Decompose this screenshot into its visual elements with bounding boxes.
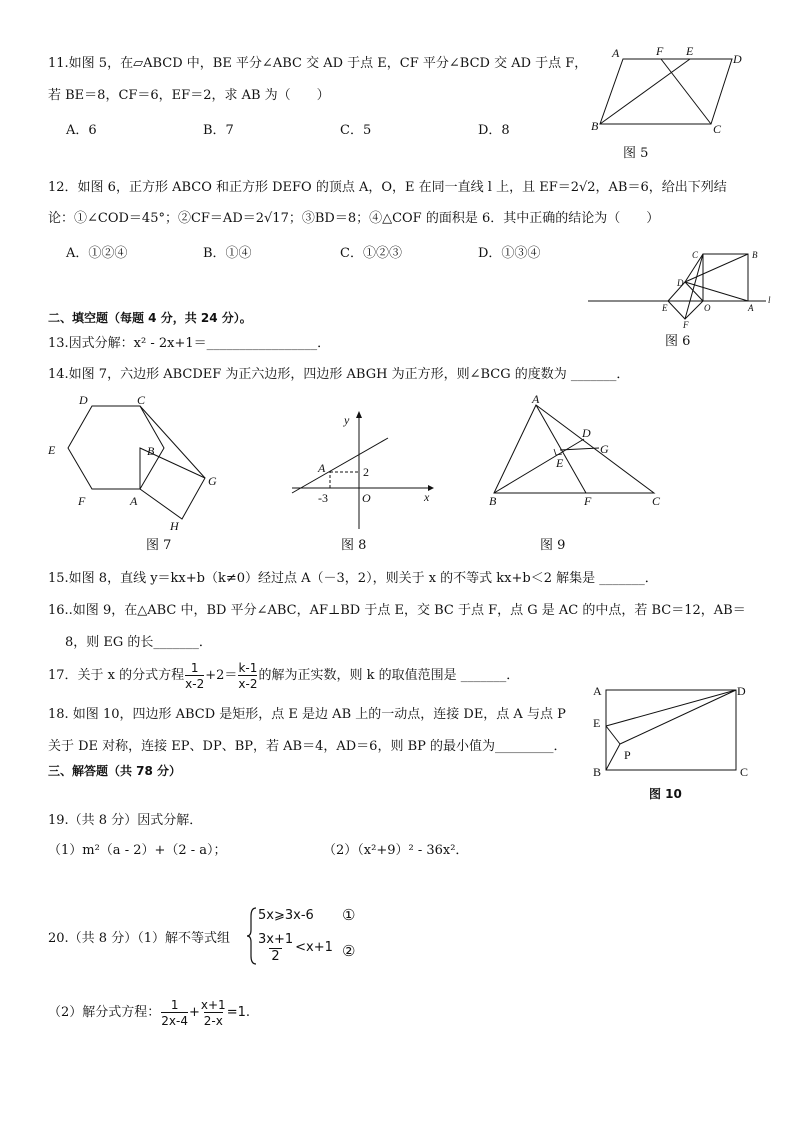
q11-option-b: B．7	[203, 123, 234, 138]
fig9-label-d: D	[582, 426, 591, 440]
fig5-label-a: A	[612, 46, 620, 60]
q20-frac2-num: x+1	[200, 997, 226, 1012]
q17-prefix: 17．关于 x 的分式方程	[48, 668, 185, 684]
q17-middle: +2＝	[205, 668, 238, 684]
q19-part1: （1）m²（a - 2）+（2 - a）；	[48, 843, 227, 858]
fig7-label-f: F	[78, 494, 86, 508]
figure-10	[588, 680, 748, 780]
q20-frac1	[161, 998, 188, 1029]
fig6-label-d: D	[677, 278, 684, 288]
fig8-label-o: O	[362, 491, 371, 505]
figure-5	[590, 45, 750, 145]
fig7-label-g: G	[208, 474, 217, 488]
fig8-caption: 图 8	[341, 538, 367, 553]
fig5-caption: 图 5	[623, 146, 649, 161]
q11-option-d: D．8	[478, 123, 510, 138]
fig8-label-x: x	[424, 490, 430, 504]
fig8-label-a: A	[318, 461, 326, 475]
fig8-label-neg3: -3	[318, 491, 328, 505]
fig6-label-o: O	[704, 303, 711, 313]
fig6-label-c: C	[692, 250, 699, 260]
fig7-label-e: E	[48, 443, 56, 457]
section-3-heading: 三、解答题（共 78 分）	[48, 764, 182, 778]
section-2-heading: 二、填空题（每题 4 分，共 24 分）。	[48, 311, 252, 325]
q17	[48, 659, 519, 693]
q12-option-c: C．①②③	[340, 246, 402, 261]
fig9-label-b: B	[489, 494, 497, 508]
fig9-label-a: A	[532, 392, 540, 406]
fig7-label-a: A	[130, 494, 138, 508]
fig7-caption: 图 7	[146, 538, 172, 553]
fig6-label-e: E	[662, 303, 668, 313]
q17-frac2-num: k-1	[238, 660, 258, 675]
q20-frac1-den: 2x-4	[161, 1014, 188, 1028]
q13: 13.因式分解：x² - 2x+1＝_________________．	[48, 336, 331, 351]
fig7-label-c: C	[137, 393, 146, 407]
fig6-label-b: B	[752, 250, 758, 260]
q18-line1: 18. 如图 10，四边形 ABCD 是矩形，点 E 是边 AB 上的一动点，连接 DE，点 A 与点 P	[48, 707, 566, 722]
q20-frac2-den: 2-x	[203, 1014, 223, 1028]
fig5-label-c: C	[713, 122, 722, 136]
q20-inequality-system	[246, 906, 376, 966]
figure-6	[588, 248, 778, 333]
q15: 15.如图 8，直线 y＝kx+b（k≠0）经过点 A（－3，2），则关于 x 的不等式 kx+b＜2 解集是 _______．	[48, 571, 658, 586]
q20-ineq2-frac	[258, 932, 293, 964]
q20-ineq2	[258, 932, 333, 964]
fig10-label-p: P	[624, 748, 631, 762]
q11-line1: 11.如图 5，在▱ABCD 中，BE 平分∠ABC 交 AD 于点 E，CF 平分∠BCD 交 AD 于点 F，	[48, 56, 588, 71]
fig9-caption: 图 9	[540, 538, 566, 553]
fig7-label-d: D	[79, 393, 88, 407]
q20-part2	[48, 995, 250, 1031]
q12-option-d: D．①③④	[478, 246, 541, 261]
fig6-label-l: l	[768, 295, 771, 305]
q17-frac2	[238, 661, 257, 692]
q20-ineq1: 5x⩾3x-6	[258, 908, 314, 923]
q17-frac2-den: x-2	[238, 677, 258, 691]
fig5-label-f: F	[656, 44, 664, 58]
fig6-label-f: F	[683, 320, 689, 330]
q20-ineq2-mark: ②	[342, 942, 356, 960]
figure-9	[484, 392, 674, 515]
q11-option-a: A．6	[66, 123, 97, 138]
fig6-caption: 图 6	[665, 334, 691, 349]
fig10-label-c: C	[740, 765, 749, 779]
q20-part2-prefix: （2）解分式方程：	[48, 1005, 161, 1021]
fig7-label-b: B	[147, 444, 155, 458]
q20-title: 20.（共 8 分）（1）解不等式组	[48, 931, 230, 946]
fig8-label-y: y	[344, 413, 350, 427]
figure-8	[288, 404, 448, 534]
q12-option-b: B．①④	[203, 246, 252, 261]
fig9-label-e: E	[556, 456, 564, 470]
fig6-label-a: A	[748, 303, 754, 313]
q16-line1: 16..如图 9，在△ABC 中，BD 平分∠ABC，AF⊥BD 于点 E，交 BC 于点 F，点 G 是 AC 的中点，若 BC＝12，AB＝	[48, 603, 746, 618]
fig10-label-d: D	[737, 684, 746, 698]
fig9-label-c: C	[652, 494, 661, 508]
fig9-label-f: F	[584, 494, 592, 508]
q20-ineq2-den: 2	[271, 948, 280, 964]
q17-frac1	[185, 661, 204, 692]
fig10-label-e: E	[593, 716, 601, 730]
q12-option-a: A．①②④	[66, 246, 128, 261]
q11-option-c: C．5	[340, 123, 372, 138]
q18-line2: 关于 DE 对称，连接 EP、DP、BP，若 AB＝4，AD＝6，则 BP 的最小值为_________．	[48, 739, 567, 754]
q20-ineq1-mark: ①	[342, 906, 356, 924]
fig5-label-b: B	[591, 119, 599, 133]
q16-line2: 8，则 EG 的长_______．	[65, 635, 212, 650]
fig7-label-h: H	[170, 519, 179, 533]
figure-7	[42, 392, 232, 542]
q20-ineq2-rest: <x+1	[295, 940, 333, 956]
q19-part2: （2）（x²+9）² - 36x²．	[323, 843, 469, 858]
left-brace-icon	[246, 906, 258, 966]
q17-suffix: 的解为正实数，则 k 的取值范围是 _______．	[258, 668, 520, 684]
q20-ineq2-num: 3x+1	[258, 932, 294, 947]
fig10-label-a: A	[593, 684, 602, 698]
q17-frac1-num: 1	[190, 660, 199, 675]
q20-frac2	[201, 998, 226, 1029]
fig10-label-b: B	[593, 765, 602, 779]
q14: 14.如图 7，六边形 ABCDEF 为正六边形，四边形 ABGH 为正方形，则∠BCG 的度数为 _______．	[48, 367, 630, 382]
q20-plus: +	[188, 1005, 200, 1021]
fig10-caption: 图 10	[649, 787, 682, 801]
fig5-label-d: D	[733, 52, 742, 66]
q19-title: 19.（共 8 分）因式分解．	[48, 813, 203, 828]
fig5-label-e: E	[686, 44, 694, 58]
q20-frac1-num: 1	[170, 997, 179, 1012]
q12-line2: 论：①∠COD＝45°；②CF＝AD＝2√17；③BD＝8；④△COF 的面积是 6．其中正确的结论为（ ）	[48, 211, 660, 226]
fig9-label-g: G	[600, 442, 609, 456]
q12-line1: 12．如图 6，正方形 ABCO 和正方形 DEFO 的顶点 A，O，E 在同一直线 l 上，且 EF＝2√2，AB＝6，给出下列结	[48, 180, 727, 195]
q20-suffix: =1.	[226, 1005, 250, 1021]
q17-frac1-den: x-2	[185, 677, 205, 691]
fig8-label-2: 2	[363, 465, 369, 479]
q11-line2: 若 BE＝8，CF＝6，EF＝2，求 AB 为（ ）	[48, 88, 330, 103]
